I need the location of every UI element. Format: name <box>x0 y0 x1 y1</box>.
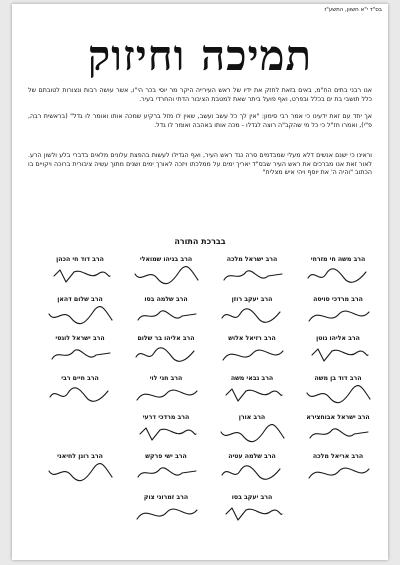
signature-stroke <box>307 386 370 403</box>
handwritten-signature <box>46 463 116 483</box>
rabbi-name: הרב אליהו גוטן <box>316 335 360 342</box>
handwritten-signature <box>132 266 202 286</box>
signature-block <box>130 453 202 487</box>
rabbi-name: הרב שלמה עטיה <box>228 453 276 460</box>
handwritten-signature <box>46 266 116 286</box>
rabbi-name: הרב אורן <box>238 414 266 421</box>
handwritten-signature <box>218 504 288 524</box>
signature-stroke <box>137 390 197 400</box>
rabbi-name: הרב ישראל אבוחצירא <box>306 414 370 421</box>
handwritten-signature <box>218 266 288 286</box>
rabbi-name: הרב אליהו בר שלום <box>137 335 195 342</box>
rabbi-name: הרב גבאי משה <box>230 375 274 382</box>
signature-block <box>302 453 374 487</box>
signature-block <box>216 296 288 330</box>
rabbi-name: הרב חיים רבי <box>61 375 99 382</box>
signature-stroke <box>50 388 108 401</box>
letter-title: תמיכה וחיזוק <box>87 31 313 80</box>
hebrew-date: בס"ד י"א חשוון, התשע"ז <box>324 7 382 13</box>
paragraph-support: אנו רבני בתים הח"מ, באים בזאת לחזק את ידיו של ראש העירייה היקר מר יוסי בכר הי"ו, אשר עושה רבות ונצורות לטובתם של כלל תושבי בת ים בכלל ובפרט, ואף פועל ביתר שאת למטבת הציבור הדתי והחרדי בעיר. <box>28 87 372 103</box>
signature-block <box>216 414 288 448</box>
signature-block <box>216 453 288 487</box>
handwritten-signature <box>304 424 374 444</box>
signature-block <box>44 375 116 409</box>
handwritten-signature <box>132 424 202 444</box>
signature-block <box>216 256 288 290</box>
signature-stroke <box>49 307 112 324</box>
rabbi-name: הרב שלום דהאן <box>57 296 103 303</box>
handwritten-signature <box>46 345 116 365</box>
rabbi-name: הרב רונן לחיאני <box>57 453 103 460</box>
signature-block <box>302 414 374 448</box>
handwritten-signature <box>218 345 288 365</box>
rabbi-name: הרב יעקב רוזן <box>231 296 273 303</box>
rabbi-name: הרב מרדכי סויסה <box>313 296 363 303</box>
letter-page <box>12 4 388 560</box>
handwritten-signature <box>304 463 374 483</box>
signature-stroke <box>222 466 280 479</box>
handwritten-signature <box>304 345 374 365</box>
closing-blessing: בברכת התורה <box>174 237 226 246</box>
rabbi-name: הרב מרדכי דרעי <box>142 414 190 421</box>
signature-block <box>216 375 288 409</box>
handwritten-signature <box>218 424 288 444</box>
rabbi-name: הרב דוד חי הכהן <box>56 256 104 263</box>
signature-stroke <box>138 311 196 320</box>
handwritten-signature <box>304 385 374 405</box>
handwritten-signature <box>132 345 202 365</box>
rabbi-name: הרב אריאל מלכה <box>312 453 364 460</box>
signature-stroke <box>222 309 280 322</box>
signature-stroke <box>309 311 369 321</box>
signature-block <box>44 256 116 290</box>
signature-stroke <box>312 349 368 361</box>
signature-stroke <box>226 389 282 401</box>
handwritten-signature <box>132 306 202 326</box>
handwritten-signature <box>304 266 374 286</box>
signature-stroke <box>140 428 196 440</box>
signature-stroke <box>138 468 196 477</box>
handwritten-signature <box>132 463 202 483</box>
signature-block <box>130 256 202 290</box>
signature-stroke <box>224 271 282 280</box>
handwritten-signature <box>132 385 202 405</box>
signature-block <box>302 296 374 330</box>
signature-stroke <box>309 468 369 478</box>
handwritten-signature <box>304 306 374 326</box>
signature-stroke <box>221 425 284 442</box>
rabbi-name: הרב דוד בן משה <box>314 375 362 382</box>
paragraph-condemnation: וראינו כי ישנם אנשים דלא מעלי שמבדמים סרה נגד ראש העיר, ואף הגדילו לעשות בהפצת עלונים מלאים בדברי בלע ולשון הרע. לאור זאת אנו מברכים את ראש העיר שבס"ד יאריך ימים על ממלכתו ויזכה לאורך ימים ושנים מתוך עשיה ציבורית ברוכה ויקויים בו הכתוב "והיה ה' את יוסף ויהי איש מצליח" <box>28 152 372 177</box>
signature-block <box>130 335 202 369</box>
signature-stroke <box>308 269 366 282</box>
handwritten-signature <box>218 463 288 483</box>
handwritten-signature <box>132 504 202 524</box>
rabbi-name: הרב ישראל מלכה <box>226 256 278 263</box>
signature-stroke <box>49 464 112 481</box>
handwritten-signature <box>218 385 288 405</box>
signature-stroke <box>137 509 197 519</box>
paragraph-quote: אך יחד עם זאת ידעינו כי אמר רבי סימון: "אין לך כל עשב ועשב, שאין לו מזל ברקיע שמכה אותו ואומר לו גדל" (בראשית רבה, פ"י), ואמרו חז"ל כי כל מי שהקב"ה רוצה לגדלו - מכה אותו באהבה ואומר לו גדל. <box>28 113 372 129</box>
signature-block <box>130 414 202 448</box>
handwritten-signature <box>46 385 116 405</box>
signature-stroke <box>54 270 110 282</box>
rabbi-name: הרב ישראל לוגסי <box>55 335 105 342</box>
signature-block <box>302 335 374 369</box>
rabbi-name: הרב שלמה בסו <box>144 296 188 303</box>
signature-stroke <box>223 350 283 360</box>
signature-block <box>216 335 288 369</box>
rabbi-name: הרב בניהו שמואלי <box>139 256 193 263</box>
signature-stroke <box>136 348 194 361</box>
signature-block <box>302 256 374 290</box>
rabbi-name: הרב רזיאל אלוש <box>228 335 276 342</box>
rabbi-name: הרב זמרוני צוק <box>143 494 189 501</box>
signature-stroke <box>135 267 198 284</box>
signature-block <box>130 296 202 330</box>
signature-block <box>302 375 374 409</box>
signature-block <box>44 453 116 487</box>
signature-block <box>44 296 116 330</box>
rabbi-name: הרב יעקב בסו <box>231 494 273 501</box>
signature-block <box>130 375 202 409</box>
signature-block <box>216 494 288 528</box>
signature-stroke <box>310 429 368 438</box>
signature-block <box>130 494 202 528</box>
rabbi-name: הרב ישי פרקש <box>145 453 187 460</box>
rabbi-name: הרב חגי לוי <box>149 375 183 382</box>
handwritten-signature <box>218 306 288 326</box>
handwritten-signature <box>46 306 116 326</box>
signature-block <box>44 335 116 369</box>
rabbi-name: הרב משה חי מזרחי <box>310 256 366 263</box>
signature-stroke <box>226 508 282 520</box>
signature-stroke <box>52 350 110 359</box>
